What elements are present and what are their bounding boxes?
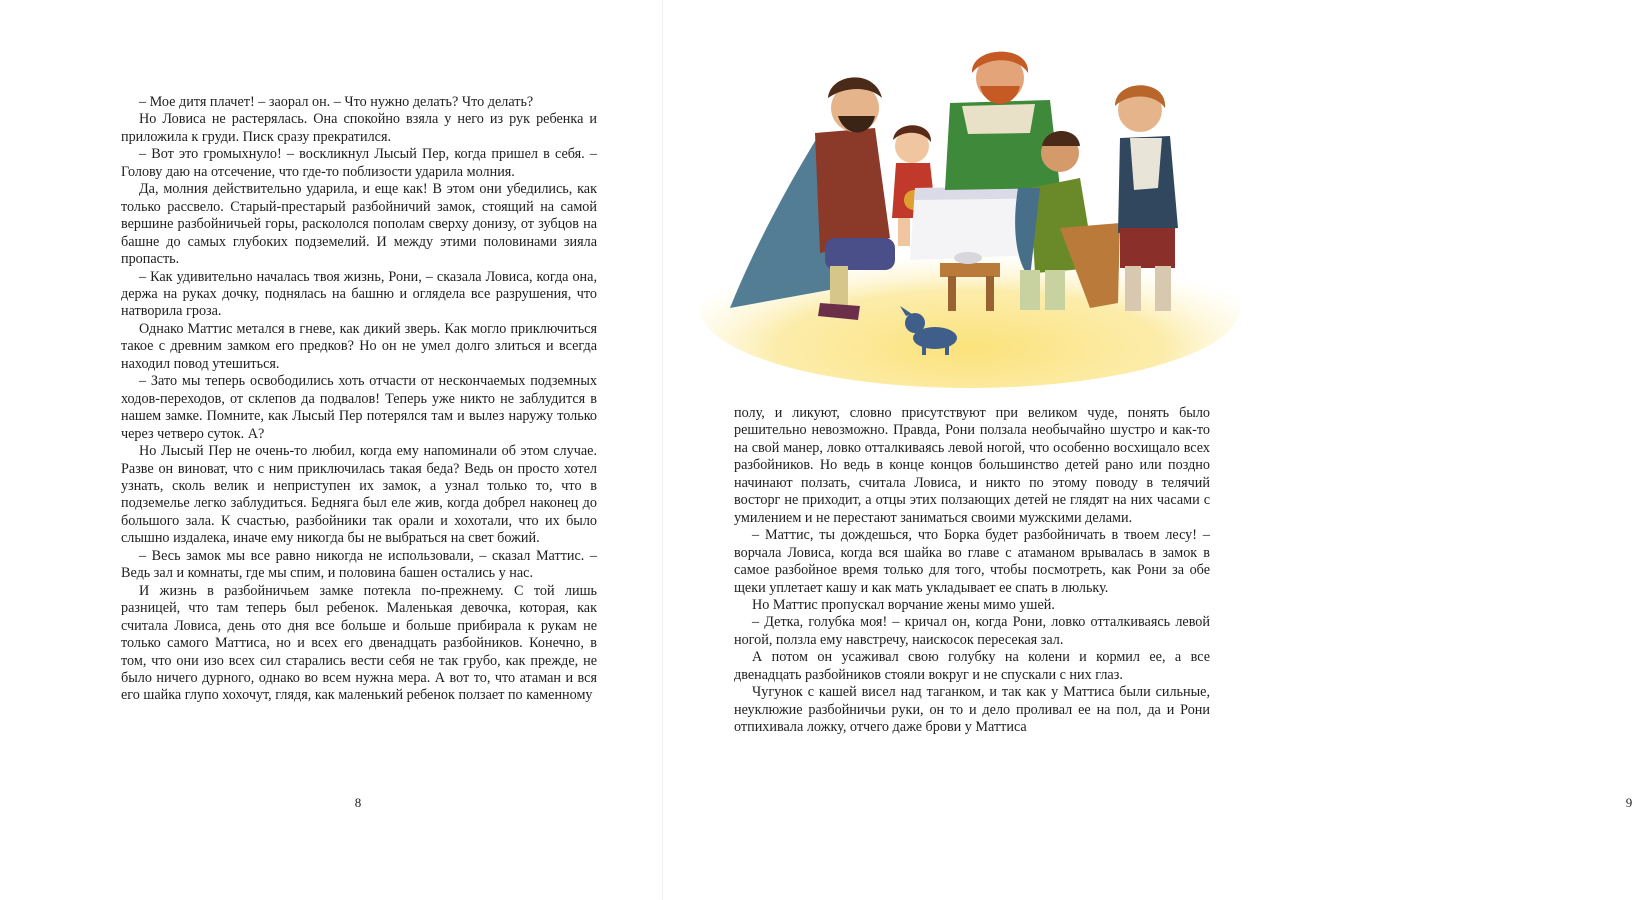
paragraph: – Как удивительно началась твоя жизнь, Рони, – сказала Ловиса, когда она, держа на руках дочку, поднялась на башню и оглядела все разрушения, что натворила гроза. (121, 268, 597, 320)
page-number: 9 (1625, 795, 1633, 810)
paragraph: – Мое дитя плачет! – заорал он. – Что нужно делать? Что делать? (139, 94, 534, 110)
robber-center (945, 52, 1060, 190)
left-page (0, 0, 663, 900)
paragraph: – Маттис, ты дождешься, что Борка будет разбойничать в твоем лесу! – ворчала Ловиса, когда вся шайка во главе с атаманом врывалась в замок в самое разбойное время только для того, чтобы посмотреть, как Рони за обе щеки уплетает кашу и как мать укладывает ее спать в люльку. (734, 527, 1210, 596)
paragraph: Однако Маттис метался в гневе, как дикий зверь. Как могло приключиться такое с древним замком его предков? Но он не умел долго злиться и всегда находил повод утешиться. (121, 320, 597, 372)
paragraph: – Вот это громыхнуло! – воскликнул Лысый Пер, когда пришел в себя. – Голову даю на отсечение, что где-то поблизости ударила молния. (121, 146, 597, 180)
paragraph: – Детка, голубка моя! – кричал он, когда Рони, ловко отталкиваясь левой ногой, ползла ему навстречу, наискосок пересекая зал. (734, 614, 1210, 648)
right-page-text (734, 405, 1210, 737)
paragraph: Но Ловиса не растерялась. Она спокойно взяла у него из рук ребенка и приложила к груди. Писк сразу прекратился. (121, 111, 597, 145)
paragraph: Но Лысый Пер не очень-то любил, когда ему напоминали об этом случае. Разве он виноват, что с ним приключилась такая беда? Ведь он просто хотел узнать, сколь велик и неприступен их замок, а узнал только то, что в подземелье легко заблудиться. Бедняга был еле жив, когда добрел наконец до большого зала. К счастью, разбойники так орали и хохотали, что их было слышно издалека, иначе ему никогда бы не выбраться на свет божий. (121, 443, 597, 547)
paragraph: полу, и ликуют, словно присутствуют при великом чуде, понять было решительно невозможно. Правда, Рони ползала необычайно шустро и как-то на свой манер, ловко отталкиваясь левой ногой, что особенно восхищало всех разбойников. Но ведь в конце концов большинство детей рано или поздно начинают ползать, считала Ловиса, и никто по этому поводу в телячий восторг не приходит, а отцы этих ползающих детей не глядят на них часами с умилением и не перестают заниматься своими мужскими делами. (734, 405, 1210, 526)
left-page-text (121, 94, 597, 705)
paragraph: Чугунок с кашей висел над таганком, и так как у Маттиса были сильные, неуклюжие разбойничьи руки, он то и дело проливал ее на пол, да и Рони отпихивала ложку, отчего даже брови у Маттиса (734, 684, 1210, 736)
paragraph: Да, молния действительно ударила, и еще как! В этом они убедились, как только рассвело. Старый-престарый разбойничий замок, стоящий на самой вершине разбойничьей горы, раскололся пополам сверху донизу, от зубцов на башне до самых глубоких подземелий. И между этими половинами зияла пропасть. (121, 181, 597, 268)
paragraph: А потом он усаживал свою голубку на колени и кормил ее, а все двенадцать разбойников стояли вокруг и не спускали с них глаз. (734, 649, 1210, 683)
robbers-feeding-ronja-illustration (700, 38, 1240, 388)
paragraph: – Зато мы теперь освободились хоть отчасти от нескончаемых подземных ходов-переходов, от склепов да подвалов! Теперь уже никто не заблудится в нашем замке. Помните, как Лысый Пер потерялся там и вылез наружу только через четверо суток. А? (121, 373, 597, 442)
paragraph: Но Маттис пропускал ворчание жены мимо ушей. (752, 596, 1055, 613)
paragraph: И жизнь в разбойничьем замке потекла по-прежнему. С той лишь разницей, что там теперь был ребенок. Маленькая девочка, которая, как считала Ловиса, день ото дня все больше и больше прибирала к рукам не только самого Маттиса, но и всех его двенадцать разбойников. Конечно, в том, что они изо всех сил старались вести себя не так грубо, как прежде, не было ничего дурного, однако во всем нужна мера. А вот то, что атаман и вся его шайка глупо хохочут, глядя, как маленький ребенок ползает по каменному (121, 582, 597, 704)
paragraph: – Весь замок мы все равно никогда не использовали, – сказал Маттис. – Ведь зал и комнаты, где мы спим, и половина башен остались у нас. (121, 547, 597, 582)
page-number: 8 (354, 795, 362, 810)
